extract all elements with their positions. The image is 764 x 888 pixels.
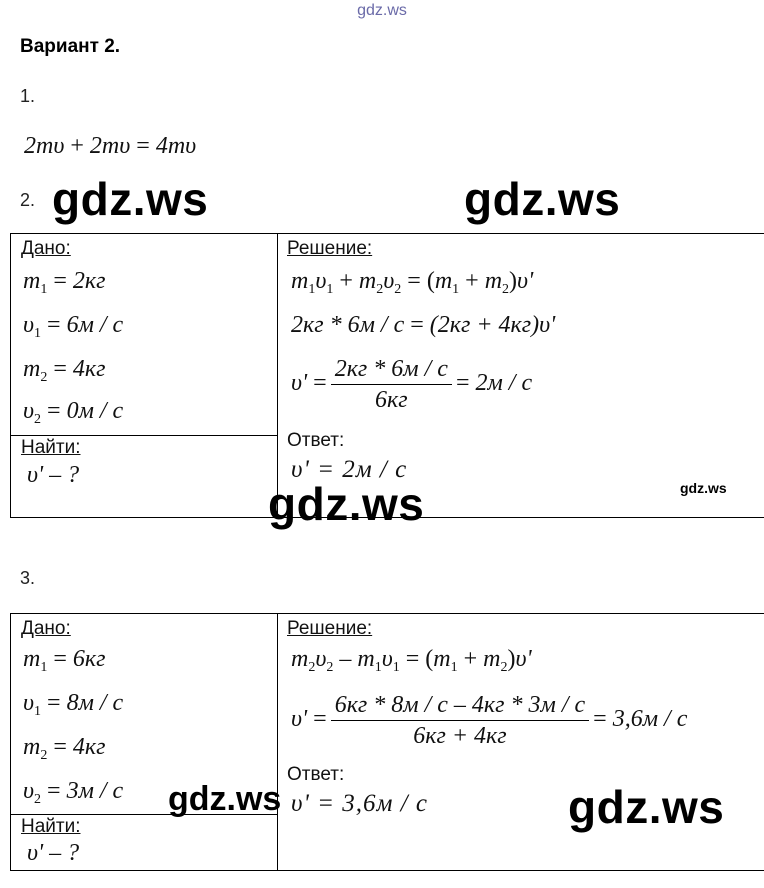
term-mv: mυ xyxy=(167,133,197,159)
coef-c: 4 xyxy=(155,133,168,159)
given-label: Дано: xyxy=(21,238,71,259)
coef-b: 2 xyxy=(89,133,102,159)
column-divider xyxy=(277,614,278,870)
watermark-2: gdz.ws xyxy=(464,173,621,225)
coef-a: 2 xyxy=(24,133,36,159)
task-2-table xyxy=(10,233,764,518)
momentum-equation: $m_2\upsilon_2 - m_1\upsilon_1 = (m_1 + m_2)\upsilon'$ xyxy=(291,646,532,675)
answer-label: Ответ: xyxy=(287,764,345,785)
find-value: υ' – ? xyxy=(27,462,80,488)
watermark-6: gdz.ws xyxy=(568,781,725,833)
row-divider xyxy=(11,435,277,436)
substitution-equation: 2кг * 6м / с = (2кг + 4кг)υ' xyxy=(291,312,556,338)
watermark-1: gdz.ws xyxy=(52,173,209,225)
term-mv: mυ xyxy=(101,133,131,159)
given-m2: $m_2 = 4кг$ xyxy=(23,734,106,763)
given-v2: $\upsilon_2 = 0м / с$ xyxy=(23,398,124,427)
task-2-number: 2. xyxy=(20,190,36,210)
velocity-formula: υ' = $\frac{2кг * 6м / с}{6кг}$ = 2м / с xyxy=(291,356,533,413)
given-v2: $\upsilon_2 = 3м / с$ xyxy=(23,778,124,807)
term-mv: mυ xyxy=(36,133,65,159)
given-m1: $m_1 = 6кг$ xyxy=(23,646,106,675)
solution-label: Решение: xyxy=(287,618,373,639)
fraction: $\frac{2кг * 6м / с}{6кг}$ xyxy=(331,354,452,415)
task-3-number: 3. xyxy=(20,568,36,588)
task-1-number: 1. xyxy=(20,86,36,106)
given-v1: $\upsilon_1 = 8м / с$ xyxy=(23,690,124,719)
momentum-equation: $m_1\upsilon_1 + m_2\upsilon_2 = (m_1 + m_2)\upsilon'$ xyxy=(291,268,534,297)
given-m2: $m_2 = 4кг$ xyxy=(23,356,106,385)
find-value: υ' – ? xyxy=(27,840,80,866)
find-label: Найти: xyxy=(21,816,81,837)
watermark-3: gdz.ws xyxy=(268,478,425,530)
find-label: Найти: xyxy=(21,437,81,458)
given-m1: $m_1 = 2кг$ xyxy=(23,268,106,297)
fraction: $\frac{6кг * 8м / с - 4кг * 3м / с}{6кг + 4кг}$ xyxy=(331,690,589,751)
given-label: Дано: xyxy=(21,618,71,639)
velocity-formula: υ' = $\frac{6кг * 8м / с - 4кг * 3м / с}{6кг + 4кг}$ = 3,6м / с xyxy=(291,692,688,749)
answer-label: Ответ: xyxy=(287,430,345,451)
column-divider xyxy=(277,234,278,517)
watermark-5: gdz.ws xyxy=(168,780,282,818)
task-1-equation: 2mυ + 2mυ = 4mυ xyxy=(24,133,197,159)
given-v1: $\upsilon_1 = 6м / с$ xyxy=(23,312,124,341)
answer-value: υ' = 3,6м / с xyxy=(291,790,428,817)
variant-title: Вариант 2. xyxy=(20,36,121,57)
solution-label: Решение: xyxy=(287,238,373,259)
answer-value: υ' = 2м / с xyxy=(291,456,408,483)
header-watermark: gdz.ws xyxy=(357,2,407,19)
watermark-4: gdz.ws xyxy=(680,480,727,496)
